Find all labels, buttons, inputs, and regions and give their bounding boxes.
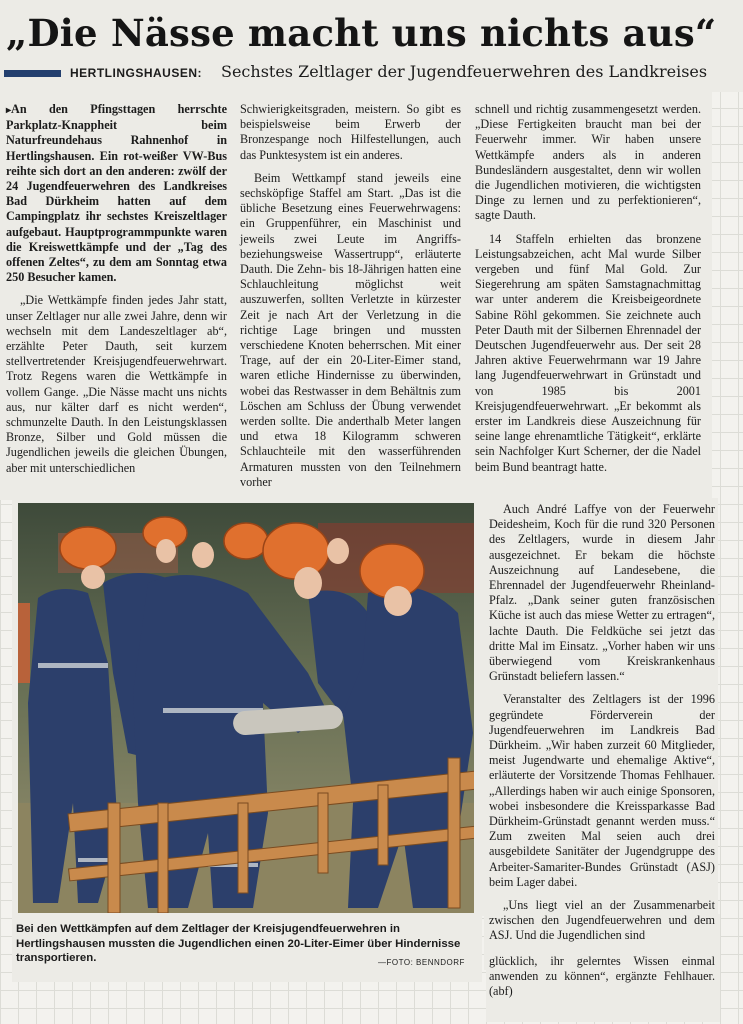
body-paragraph: Auch André Laffye von der Feuerwehr Deidesheim, Koch für die rund 320 Personen des Zeltlagers, wurde in diesem Jahr ausgezeichnet. Er bekam die höchste Auszeichnung auf Landesebene, die Ehrennadel der Jugendfeuerwehr Rheinland-Pfalz. „Dank seiner guten französischen Küche ist auch das miese Wetter zu ertragen“, lachte Dauth. Die Feldküche sei jetzt das dritte Mal im Einsatz. „Vorher haben wir uns überwiegend vom Kreiskrankenhaus Grünstadt beliefern lassen.“ <box>489 502 715 684</box>
column-4 <box>489 502 715 1007</box>
photo-caption: Bei den Wettkämpfen auf dem Zeltlager der Kreisjugendfeuerwehren in Hertlingshausen mussten die Jugendlichen einen 20-Liter-Eimer über Hindernisse transportieren. <box>16 923 461 964</box>
kicker <box>4 62 740 88</box>
photo-illustration <box>18 503 474 913</box>
column-2 <box>240 102 461 498</box>
body-paragraph: Schwierigkeitsgraden, meistern. So gibt es beispielsweise beim Erwerb der Bronzespange noch Hilfestellungen, auch das Punktesystem ist ein anderes. <box>240 102 461 162</box>
body-paragraph: „Uns liegt viel an der Zusammenarbeit zwischen den Jugendfeuerwehren und dem ASJ. Und die Jugendlichen sind <box>489 898 715 943</box>
kicker-place: HERTLINGSHAUSEN: <box>70 66 203 80</box>
column-1 <box>6 102 227 484</box>
body-paragraph: Veranstalter des Zeltlagers ist der 1996 gegründete Förderverein der Jugendfeuerwehren im Landkreis Bad Dürkheim. „Wir haben zurzeit 60 Mitglieder, meist Jugendwarte und ehemalige Aktive“, erläuterte der Vorsitzende Thomas Fehlhauer. „Allerdings haben wir auch einige Sponsoren, wobei insbesondere die Kreissparkasse Bad Dürkheim-Grünstadt genannt werden muss.“ Zum zweiten Mal seien auch drei ausgebildete Sanitäter der Jugendgruppe des Arbeiter-Samariter-Bundes Grünstadt (ASJ) beim Lager dabei. <box>489 692 715 889</box>
headline: „Die Nässe macht uns nichts aus“ <box>6 11 717 55</box>
body-paragraph: glücklich, ihr gelerntes Wissen einmal anwenden zu können“, ergänzte Fehlhauer. (abf) <box>489 953 715 999</box>
kicker-subtitle: Sechstes Zeltlager der Jugendfeuerwehren des Landkreises <box>221 62 708 81</box>
body-paragraph: 14 Staffeln erhielten das bronzene Leistungsabzeichen, acht Mal wurde Silber vergeben und fünf Mal Gold. Zur Siegerehrung am späten Samstagnachmittag war unter anderem die Kreisbeigeordnete Sabine Röhl gekommen. Sie zeichnete auch Peter Dauth mit der Silbernen Ehrennadel der Deutschen Jugendfeuerwehr aus. Der seit 28 Jahren aktive Feuerwehrmann war 19 Jahre lang Jugendfeuerwehrwart in Grünstadt und von 1985 bis 2001 Kreisjugendfeuerwehrwart. „Er bekommt als erster im Landkreis diese Auszeichnung für seine lange ehrenamtliche Tätigkeit“, erklärte sein Nachfolger Kurt Scherner, der die Nadel beim Bund beantragt hatte. <box>475 231 701 474</box>
body-paragraph: schnell und richtig zusammengesetzt werden. „Diese Fertigkeiten braucht man bei der Feuerwehr immer. Wir haben unsere Wettkämpfe anders als in anderen Bundesländern ausgestaltet, denn wir wollen die Jugendlichen motivieren, die wichtigsten Dinge zu lernen und zu perfektionieren“, sagte Dauth. <box>475 102 701 223</box>
column-3 <box>475 102 701 483</box>
body-paragraph: „Die Wettkämpfe finden jedes Jahr statt, unser Zeltlager nur alle zwei Jahre, denn wir wechseln mit dem Landeszeltlager ab“, erzählte Peter Dauth, seit kurzem stellvertretender Kreisjugendfeuerwehrwart. Trotz Regens waren die Wettkämpfe in vollem Gange. „Die Nässe macht uns nichts aus, nur kälter darf es nicht werden“, schmunzelte Dauth. In den Leistungsklassen Bronze, Silber und Gold müssen die Jugendlichen jeweils die gleichen Übungen, aber mit unterschiedlichen <box>6 293 227 475</box>
news-photo <box>18 503 474 913</box>
photo-credit: —FOTO: BENNDORF <box>378 958 465 967</box>
lead-paragraph: ▸ An den Pfingsttagen herrschte Parkplatz-Knappheit beim Naturfreundehaus Rahnenhof in Hertlingshausen. Ein rot-weißer VW-Bus reihte sich dort an den anderen: zwölf der 24 Jugendfeuerwehren des Landkreises Bad Dürkheim hatten auf dem Campingplatz ihr sechstes Kreiszeltlager aufgebaut. Hauptprogrammpunkte waren die Kreiswettkämpfe und der „Tag des offenen Zeltes“, zu dem am Sonntag etwa 250 Besucher kamen. <box>6 102 227 285</box>
body-paragraph: Beim Wettkampf stand jeweils eine sechsköpfige Staffel am Start. „Das ist die übliche Besetzung eines Feuerwehrwagens: ein Gruppenführer, ein Maschinist und jeweils zwei Leute im Angriffs- beziehungsweise Wassertrupp“, erläuterte Dauth. Die Zehn- bis 18-Jährigen hatten eine Schlauchleitung möglichst weit auszuwerfen, sollten Verletzte in kürzester Zeit je nach Art der Verletzung in die richtige Lage bringen und mussten verschiedene Knoten beherrschen. Mit einer Trage, auf der ein 20-Liter-Eimer stand, waren etliche Hindernisse zu überwinden, wobei das Restwasser in dem Behältnis zum Löschen am Schluss der Übung verwendet werden sollte. Die anderthalb Meter langen und etwa 18 Kilogramm schweren Schlauchteile mit den wasserführenden Armaturen mussten von den Teilnehmern vorher <box>240 170 461 489</box>
kicker-bar <box>4 70 61 77</box>
